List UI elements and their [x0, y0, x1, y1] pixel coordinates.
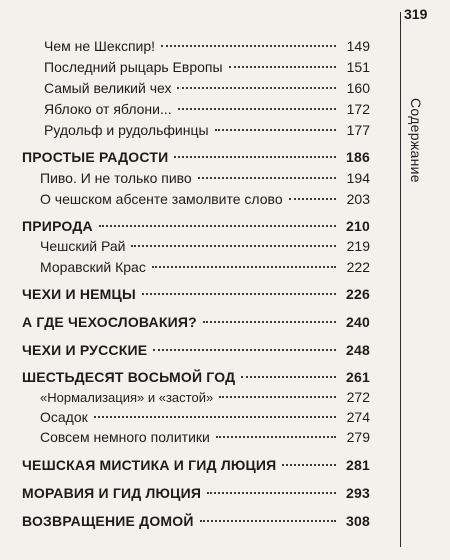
toc-entry — [40, 257, 370, 277]
dot-leader — [207, 492, 336, 494]
dot-leader — [94, 416, 336, 418]
toc-section-title: ПРИРОДА — [22, 218, 93, 234]
toc-entry-page: 219 — [346, 238, 370, 254]
toc-entry-title: Последний рыцарь Европы — [44, 59, 223, 75]
toc-entry-page: 160 — [346, 80, 370, 96]
toc-entry-page: 151 — [346, 59, 370, 75]
toc-entry — [44, 120, 370, 140]
dot-leader — [241, 376, 336, 378]
dot-leader — [174, 156, 336, 158]
dot-leader — [177, 87, 336, 89]
toc-entry — [44, 78, 370, 98]
dot-leader — [203, 321, 336, 323]
dot-leader — [153, 349, 336, 351]
dot-leader — [219, 396, 336, 398]
dot-leader — [229, 66, 336, 68]
toc-entry — [40, 189, 370, 209]
toc-entry — [40, 427, 370, 447]
toc-entry — [40, 168, 370, 188]
toc-section — [22, 367, 370, 387]
running-head: Содержание — [408, 98, 424, 183]
toc-entry-page: 279 — [346, 429, 370, 445]
toc-section — [22, 483, 370, 503]
toc-entry-page: 203 — [346, 191, 370, 207]
dot-leader — [289, 198, 336, 200]
toc-entry-page: 172 — [346, 101, 370, 117]
toc-section-page: 226 — [346, 286, 370, 302]
dot-leader — [282, 464, 336, 466]
dot-leader — [152, 266, 336, 268]
toc-entry — [44, 57, 370, 77]
toc-section-page: 210 — [346, 218, 370, 234]
toc-section-page: 293 — [346, 485, 370, 501]
toc-section-title: ВОЗВРАЩЕНИЕ ДОМОЙ — [22, 513, 194, 529]
toc-entry-title: Пиво. И не только пиво — [40, 170, 192, 186]
toc-entry-title: Чешский Рай — [40, 238, 126, 254]
toc-section-title: ПРОСТЫЕ РАДОСТИ — [22, 149, 169, 165]
toc-section — [22, 312, 370, 332]
dot-leader — [161, 45, 336, 47]
toc-section-page: 186 — [346, 149, 370, 165]
toc-entry-page: 274 — [346, 409, 370, 425]
dot-leader — [99, 225, 336, 227]
toc-section-title: МОРАВИЯ И ГИД ЛЮЦИЯ — [22, 485, 202, 501]
toc-entry-page: 272 — [346, 389, 370, 405]
toc-entry-page: 177 — [346, 122, 370, 138]
toc-entry — [44, 99, 370, 119]
toc-entry-title: Совсем немного политики — [40, 429, 210, 445]
vertical-rule — [400, 12, 401, 547]
toc-entry-page: 149 — [346, 38, 370, 54]
toc-section-title: ЧЕХИ И РУССКИЕ — [22, 342, 148, 358]
toc-entry-title: Рудольф и рудольфинцы — [44, 122, 209, 138]
toc-entry-title: Осадок — [40, 409, 88, 425]
toc-section-page: 240 — [346, 314, 370, 330]
dot-leader — [178, 108, 336, 110]
toc-section-title: ЧЕХИ И НЕМЦЫ — [22, 286, 136, 302]
toc-entry — [40, 236, 370, 256]
toc-entry-title: «Нормализация» и «застой» — [40, 390, 214, 405]
toc-entry-title: Яблоко от яблони... — [44, 101, 172, 117]
dot-leader — [200, 520, 336, 522]
toc-section — [22, 284, 370, 304]
toc-section-page: 261 — [346, 369, 370, 385]
toc-section-page: 281 — [346, 457, 370, 473]
toc-section — [22, 216, 370, 236]
toc-entry-page: 194 — [346, 170, 370, 186]
toc-entry-title: Моравский Крас — [40, 259, 146, 275]
toc-entry — [40, 387, 370, 407]
toc-section — [22, 511, 370, 531]
toc-section-page: 308 — [346, 513, 370, 529]
toc-section-title: А ГДЕ ЧЕХОСЛОВАКИЯ? — [22, 314, 197, 330]
dot-leader — [216, 436, 336, 438]
toc-section-page: 248 — [346, 342, 370, 358]
dot-leader — [142, 293, 336, 295]
toc-section — [22, 147, 370, 167]
toc-entry-title: Самый великий чех — [44, 80, 172, 96]
dot-leader — [131, 245, 336, 247]
dot-leader — [198, 177, 336, 179]
toc-section-title: ШЕСТЬДЕСЯТ ВОСЬМОЙ ГОД — [22, 369, 236, 385]
toc-entry-title: О чешском абсенте замолвите слово — [40, 191, 283, 207]
toc-entry-page: 222 — [346, 259, 370, 275]
toc-entry-title: Чем не Шекспир! — [44, 38, 156, 54]
toc-entry — [40, 407, 370, 427]
toc-section — [22, 455, 370, 475]
toc-section — [22, 340, 370, 360]
page-number: 319 — [404, 6, 428, 22]
toc-section-title: ЧЕШСКАЯ МИСТИКА И ГИД ЛЮЦИЯ — [22, 457, 277, 473]
toc-entry — [44, 36, 370, 56]
dot-leader — [215, 129, 336, 131]
